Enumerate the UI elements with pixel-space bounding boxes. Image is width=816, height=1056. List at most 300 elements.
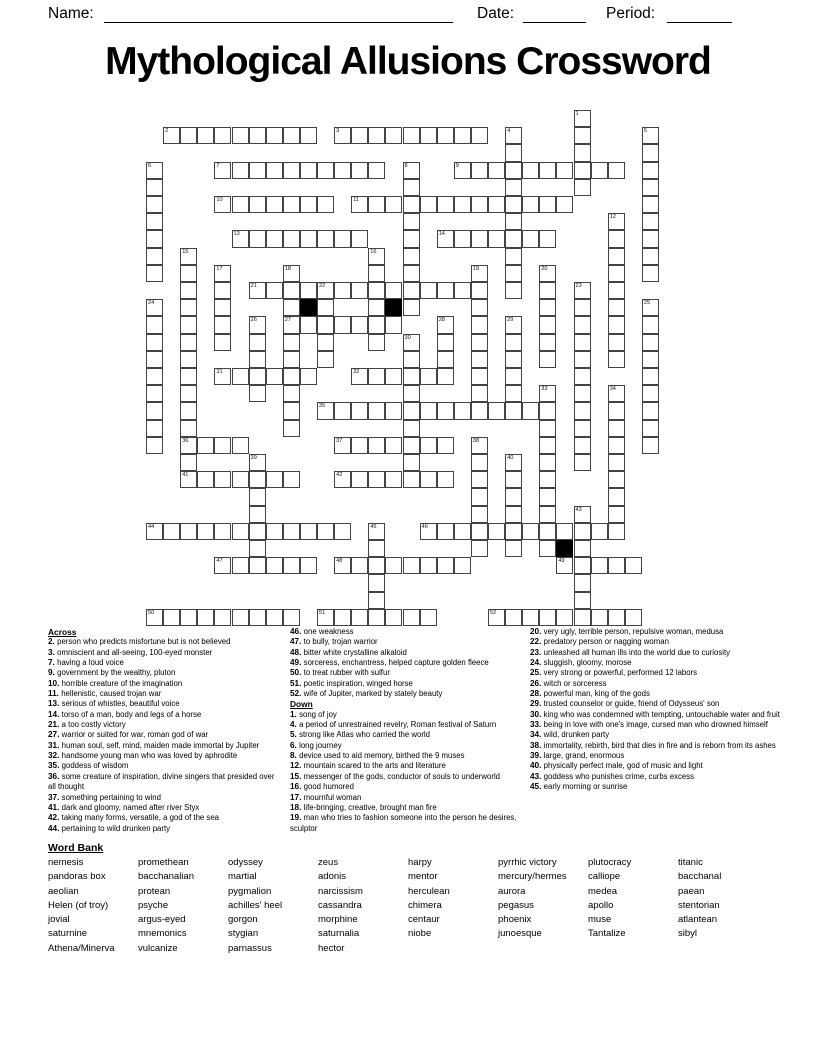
grid-cell[interactable] (146, 316, 163, 333)
grid-cell[interactable] (471, 162, 488, 179)
grid-cell[interactable] (283, 368, 300, 385)
grid-cell[interactable] (539, 316, 556, 333)
grid-cell[interactable] (454, 523, 471, 540)
grid-cell[interactable] (522, 162, 539, 179)
grid-cell[interactable] (163, 127, 180, 144)
grid-cell[interactable] (249, 523, 266, 540)
grid-cell[interactable] (488, 162, 505, 179)
grid-cell[interactable] (249, 540, 266, 557)
grid-cell[interactable] (642, 334, 659, 351)
grid-cell[interactable] (505, 523, 522, 540)
grid-cell[interactable] (591, 609, 608, 626)
grid-cell[interactable] (146, 230, 163, 247)
grid-cell[interactable] (232, 471, 249, 488)
grid-cell[interactable] (146, 368, 163, 385)
grid-cell[interactable] (505, 351, 522, 368)
grid-cell[interactable] (505, 230, 522, 247)
grid-cell[interactable] (471, 196, 488, 213)
grid-cell[interactable] (283, 230, 300, 247)
grid-cell[interactable] (420, 402, 437, 419)
grid-cell[interactable] (608, 420, 625, 437)
grid-cell[interactable] (249, 368, 266, 385)
grid-cell[interactable] (351, 127, 368, 144)
grid-cell[interactable] (574, 299, 591, 316)
grid-cell[interactable] (437, 368, 454, 385)
grid-cell[interactable] (283, 299, 300, 316)
grid-cell[interactable] (471, 368, 488, 385)
grid-cell[interactable] (351, 402, 368, 419)
grid-cell[interactable] (334, 402, 351, 419)
grid-cell[interactable] (180, 385, 197, 402)
grid-cell[interactable] (642, 316, 659, 333)
grid-cell[interactable] (317, 334, 334, 351)
grid-cell[interactable] (214, 265, 231, 282)
grid-cell[interactable] (642, 299, 659, 316)
grid-cell[interactable] (642, 385, 659, 402)
grid-cell[interactable] (642, 437, 659, 454)
grid-cell[interactable] (608, 506, 625, 523)
grid-cell[interactable] (608, 334, 625, 351)
grid-cell[interactable] (471, 265, 488, 282)
grid-cell[interactable] (454, 282, 471, 299)
grid-cell[interactable] (539, 230, 556, 247)
grid-cell[interactable] (437, 282, 454, 299)
grid-cell[interactable] (351, 609, 368, 626)
grid-cell[interactable] (574, 144, 591, 161)
grid-cell[interactable] (368, 196, 385, 213)
grid-cell[interactable] (368, 437, 385, 454)
grid-cell[interactable] (283, 316, 300, 333)
grid-cell[interactable] (368, 592, 385, 609)
grid-cell[interactable] (283, 420, 300, 437)
grid-cell[interactable] (505, 334, 522, 351)
grid-cell[interactable] (505, 402, 522, 419)
grid-cell[interactable] (146, 179, 163, 196)
grid-cell[interactable] (232, 127, 249, 144)
grid-cell[interactable] (266, 127, 283, 144)
grid-cell[interactable] (403, 248, 420, 265)
grid-cell[interactable] (249, 196, 266, 213)
grid-cell[interactable] (283, 196, 300, 213)
grid-cell[interactable] (574, 557, 591, 574)
grid-cell[interactable] (471, 351, 488, 368)
grid-cell[interactable] (334, 230, 351, 247)
grid-cell[interactable] (505, 506, 522, 523)
grid-cell[interactable] (368, 127, 385, 144)
grid-cell[interactable] (317, 282, 334, 299)
grid-cell[interactable] (420, 523, 437, 540)
grid-cell[interactable] (539, 282, 556, 299)
grid-cell[interactable] (539, 540, 556, 557)
grid-cell[interactable] (403, 265, 420, 282)
grid-cell[interactable] (197, 523, 214, 540)
grid-cell[interactable] (625, 609, 642, 626)
grid-cell[interactable] (471, 540, 488, 557)
grid-cell[interactable] (608, 471, 625, 488)
grid-cell[interactable] (163, 523, 180, 540)
grid-cell[interactable] (232, 437, 249, 454)
grid-cell[interactable] (437, 471, 454, 488)
grid-cell[interactable] (283, 557, 300, 574)
grid-cell[interactable] (300, 316, 317, 333)
grid-cell[interactable] (385, 557, 402, 574)
grid-cell[interactable] (146, 213, 163, 230)
grid-cell[interactable] (368, 282, 385, 299)
grid-cell[interactable] (574, 316, 591, 333)
grid-cell[interactable] (232, 162, 249, 179)
grid-cell[interactable] (283, 162, 300, 179)
grid-cell[interactable] (283, 609, 300, 626)
grid-cell[interactable] (214, 523, 231, 540)
grid-cell[interactable] (556, 609, 573, 626)
grid-cell[interactable] (539, 609, 556, 626)
grid-cell[interactable] (471, 454, 488, 471)
grid-cell[interactable] (146, 334, 163, 351)
grid-cell[interactable] (146, 162, 163, 179)
grid-cell[interactable] (505, 162, 522, 179)
grid-cell[interactable] (505, 144, 522, 161)
grid-cell[interactable] (403, 299, 420, 316)
grid-cell[interactable] (471, 471, 488, 488)
grid-cell[interactable] (180, 420, 197, 437)
grid-cell[interactable] (505, 179, 522, 196)
grid-cell[interactable] (642, 351, 659, 368)
grid-cell[interactable] (146, 196, 163, 213)
grid-cell[interactable] (505, 248, 522, 265)
grid-cell[interactable] (608, 351, 625, 368)
grid-cell[interactable] (249, 230, 266, 247)
grid-cell[interactable] (266, 471, 283, 488)
grid-cell[interactable] (146, 299, 163, 316)
grid-cell[interactable] (403, 402, 420, 419)
grid-cell[interactable] (488, 196, 505, 213)
grid-cell[interactable] (214, 471, 231, 488)
grid-cell[interactable] (351, 230, 368, 247)
grid-cell[interactable] (283, 385, 300, 402)
grid-cell[interactable] (232, 523, 249, 540)
grid-cell[interactable] (163, 609, 180, 626)
grid-cell[interactable] (437, 523, 454, 540)
grid-cell[interactable] (249, 334, 266, 351)
grid-cell[interactable] (608, 437, 625, 454)
grid-cell[interactable] (539, 265, 556, 282)
grid-cell[interactable] (403, 454, 420, 471)
grid-cell[interactable] (471, 334, 488, 351)
grid-cell[interactable] (574, 420, 591, 437)
grid-cell[interactable] (608, 488, 625, 505)
grid-cell[interactable] (403, 368, 420, 385)
grid-cell[interactable] (454, 402, 471, 419)
grid-cell[interactable] (574, 437, 591, 454)
grid-cell[interactable] (403, 230, 420, 247)
grid-cell[interactable] (180, 402, 197, 419)
grid-cell[interactable] (471, 523, 488, 540)
grid-cell[interactable] (608, 213, 625, 230)
grid-cell[interactable] (574, 368, 591, 385)
grid-cell[interactable] (403, 162, 420, 179)
grid-cell[interactable] (471, 437, 488, 454)
grid-cell[interactable] (180, 334, 197, 351)
grid-cell[interactable] (249, 609, 266, 626)
grid-cell[interactable] (283, 127, 300, 144)
grid-cell[interactable] (300, 230, 317, 247)
grid-cell[interactable] (266, 557, 283, 574)
grid-cell[interactable] (317, 351, 334, 368)
grid-cell[interactable] (471, 488, 488, 505)
grid-cell[interactable] (539, 299, 556, 316)
grid-cell[interactable] (454, 557, 471, 574)
grid-cell[interactable] (608, 402, 625, 419)
grid-cell[interactable] (539, 402, 556, 419)
grid-cell[interactable] (180, 299, 197, 316)
grid-cell[interactable] (420, 127, 437, 144)
grid-cell[interactable] (420, 437, 437, 454)
grid-cell[interactable] (385, 368, 402, 385)
grid-cell[interactable] (608, 230, 625, 247)
grid-cell[interactable] (146, 402, 163, 419)
grid-cell[interactable] (334, 437, 351, 454)
grid-cell[interactable] (351, 437, 368, 454)
grid-cell[interactable] (539, 506, 556, 523)
grid-cell[interactable] (232, 196, 249, 213)
grid-cell[interactable] (351, 368, 368, 385)
grid-cell[interactable] (214, 368, 231, 385)
grid-cell[interactable] (368, 471, 385, 488)
grid-cell[interactable] (368, 334, 385, 351)
grid-cell[interactable] (574, 609, 591, 626)
grid-cell[interactable] (180, 609, 197, 626)
grid-cell[interactable] (522, 523, 539, 540)
grid-cell[interactable] (249, 282, 266, 299)
grid-cell[interactable] (403, 213, 420, 230)
grid-cell[interactable] (642, 179, 659, 196)
grid-cell[interactable] (574, 402, 591, 419)
grid-cell[interactable] (420, 557, 437, 574)
grid-cell[interactable] (505, 609, 522, 626)
grid-cell[interactable] (403, 334, 420, 351)
grid-cell[interactable] (180, 248, 197, 265)
grid-cell[interactable] (642, 368, 659, 385)
grid-cell[interactable] (300, 127, 317, 144)
grid-cell[interactable] (454, 196, 471, 213)
grid-cell[interactable] (214, 316, 231, 333)
grid-cell[interactable] (574, 282, 591, 299)
grid-cell[interactable] (334, 523, 351, 540)
grid-cell[interactable] (505, 385, 522, 402)
grid-cell[interactable] (232, 230, 249, 247)
grid-cell[interactable] (471, 230, 488, 247)
grid-cell[interactable] (351, 162, 368, 179)
grid-cell[interactable] (197, 609, 214, 626)
grid-cell[interactable] (539, 420, 556, 437)
grid-cell[interactable] (266, 523, 283, 540)
grid-cell[interactable] (539, 334, 556, 351)
grid-cell[interactable] (574, 127, 591, 144)
grid-cell[interactable] (146, 609, 163, 626)
grid-cell[interactable] (249, 454, 266, 471)
grid-cell[interactable] (232, 368, 249, 385)
grid-cell[interactable] (351, 316, 368, 333)
grid-cell[interactable] (368, 299, 385, 316)
grid-cell[interactable] (249, 557, 266, 574)
grid-cell[interactable] (574, 334, 591, 351)
grid-cell[interactable] (539, 454, 556, 471)
grid-cell[interactable] (642, 213, 659, 230)
grid-cell[interactable] (146, 523, 163, 540)
grid-cell[interactable] (403, 420, 420, 437)
grid-cell[interactable] (420, 196, 437, 213)
grid-cell[interactable] (403, 179, 420, 196)
grid-cell[interactable] (403, 127, 420, 144)
grid-cell[interactable] (283, 523, 300, 540)
grid-cell[interactable] (317, 609, 334, 626)
grid-cell[interactable] (539, 488, 556, 505)
grid-cell[interactable] (368, 248, 385, 265)
grid-cell[interactable] (403, 609, 420, 626)
grid-cell[interactable] (317, 196, 334, 213)
grid-cell[interactable] (300, 196, 317, 213)
grid-cell[interactable] (488, 402, 505, 419)
grid-cell[interactable] (556, 162, 573, 179)
grid-cell[interactable] (437, 334, 454, 351)
grid-cell[interactable] (471, 299, 488, 316)
grid-cell[interactable] (266, 609, 283, 626)
grid-cell[interactable] (574, 162, 591, 179)
grid-cell[interactable] (266, 196, 283, 213)
grid-cell[interactable] (385, 609, 402, 626)
grid-cell[interactable] (180, 437, 197, 454)
grid-cell[interactable] (266, 368, 283, 385)
grid-cell[interactable] (505, 282, 522, 299)
grid-cell[interactable] (574, 385, 591, 402)
grid-cell[interactable] (334, 316, 351, 333)
grid-cell[interactable] (642, 127, 659, 144)
grid-cell[interactable] (574, 506, 591, 523)
grid-cell[interactable] (437, 316, 454, 333)
grid-cell[interactable] (180, 316, 197, 333)
grid-cell[interactable] (368, 557, 385, 574)
grid-cell[interactable] (300, 162, 317, 179)
grid-cell[interactable] (266, 162, 283, 179)
grid-cell[interactable] (385, 437, 402, 454)
grid-cell[interactable] (180, 471, 197, 488)
grid-cell[interactable] (642, 265, 659, 282)
grid-cell[interactable] (505, 488, 522, 505)
grid-cell[interactable] (642, 420, 659, 437)
grid-cell[interactable] (214, 196, 231, 213)
grid-cell[interactable] (471, 385, 488, 402)
grid-cell[interactable] (608, 282, 625, 299)
grid-cell[interactable] (249, 351, 266, 368)
grid-cell[interactable] (403, 385, 420, 402)
grid-cell[interactable] (591, 523, 608, 540)
grid-cell[interactable] (351, 282, 368, 299)
grid-cell[interactable] (351, 196, 368, 213)
grid-cell[interactable] (146, 437, 163, 454)
grid-cell[interactable] (146, 420, 163, 437)
grid-cell[interactable] (420, 368, 437, 385)
grid-cell[interactable] (249, 506, 266, 523)
grid-cell[interactable] (283, 282, 300, 299)
grid-cell[interactable] (232, 609, 249, 626)
grid-cell[interactable] (608, 609, 625, 626)
grid-cell[interactable] (300, 557, 317, 574)
grid-cell[interactable] (232, 557, 249, 574)
grid-cell[interactable] (403, 437, 420, 454)
grid-cell[interactable] (642, 248, 659, 265)
grid-cell[interactable] (214, 334, 231, 351)
grid-cell[interactable] (454, 162, 471, 179)
grid-cell[interactable] (334, 127, 351, 144)
grid-cell[interactable] (574, 574, 591, 591)
grid-cell[interactable] (300, 368, 317, 385)
grid-cell[interactable] (591, 162, 608, 179)
grid-cell[interactable] (317, 299, 334, 316)
grid-cell[interactable] (317, 162, 334, 179)
grid-cell[interactable] (471, 506, 488, 523)
grid-cell[interactable] (608, 248, 625, 265)
grid-cell[interactable] (368, 402, 385, 419)
grid-cell[interactable] (334, 609, 351, 626)
grid-cell[interactable] (642, 162, 659, 179)
grid-cell[interactable] (283, 334, 300, 351)
grid-cell[interactable] (385, 282, 402, 299)
grid-cell[interactable] (539, 196, 556, 213)
grid-cell[interactable] (625, 557, 642, 574)
grid-cell[interactable] (608, 454, 625, 471)
grid-cell[interactable] (539, 385, 556, 402)
grid-cell[interactable] (385, 127, 402, 144)
grid-cell[interactable] (574, 351, 591, 368)
grid-cell[interactable] (266, 282, 283, 299)
grid-cell[interactable] (505, 454, 522, 471)
grid-cell[interactable] (300, 282, 317, 299)
grid-cell[interactable] (368, 162, 385, 179)
grid-cell[interactable] (180, 523, 197, 540)
grid-cell[interactable] (385, 402, 402, 419)
grid-cell[interactable] (488, 523, 505, 540)
grid-cell[interactable] (368, 523, 385, 540)
grid-cell[interactable] (454, 127, 471, 144)
grid-cell[interactable] (437, 402, 454, 419)
grid-cell[interactable] (214, 282, 231, 299)
grid-cell[interactable] (471, 127, 488, 144)
grid-cell[interactable] (180, 282, 197, 299)
grid-cell[interactable] (334, 282, 351, 299)
grid-cell[interactable] (522, 609, 539, 626)
grid-cell[interactable] (180, 351, 197, 368)
grid-cell[interactable] (539, 162, 556, 179)
grid-cell[interactable] (522, 230, 539, 247)
grid-cell[interactable] (368, 540, 385, 557)
grid-cell[interactable] (351, 471, 368, 488)
grid-cell[interactable] (505, 368, 522, 385)
grid-cell[interactable] (420, 282, 437, 299)
grid-cell[interactable] (403, 557, 420, 574)
grid-cell[interactable] (249, 471, 266, 488)
grid-cell[interactable] (334, 162, 351, 179)
grid-cell[interactable] (608, 162, 625, 179)
grid-cell[interactable] (574, 592, 591, 609)
grid-cell[interactable] (317, 402, 334, 419)
grid-cell[interactable] (146, 385, 163, 402)
grid-cell[interactable] (368, 609, 385, 626)
grid-cell[interactable] (505, 196, 522, 213)
grid-cell[interactable] (249, 127, 266, 144)
grid-cell[interactable] (505, 540, 522, 557)
grid-cell[interactable] (505, 471, 522, 488)
grid-cell[interactable] (266, 230, 283, 247)
